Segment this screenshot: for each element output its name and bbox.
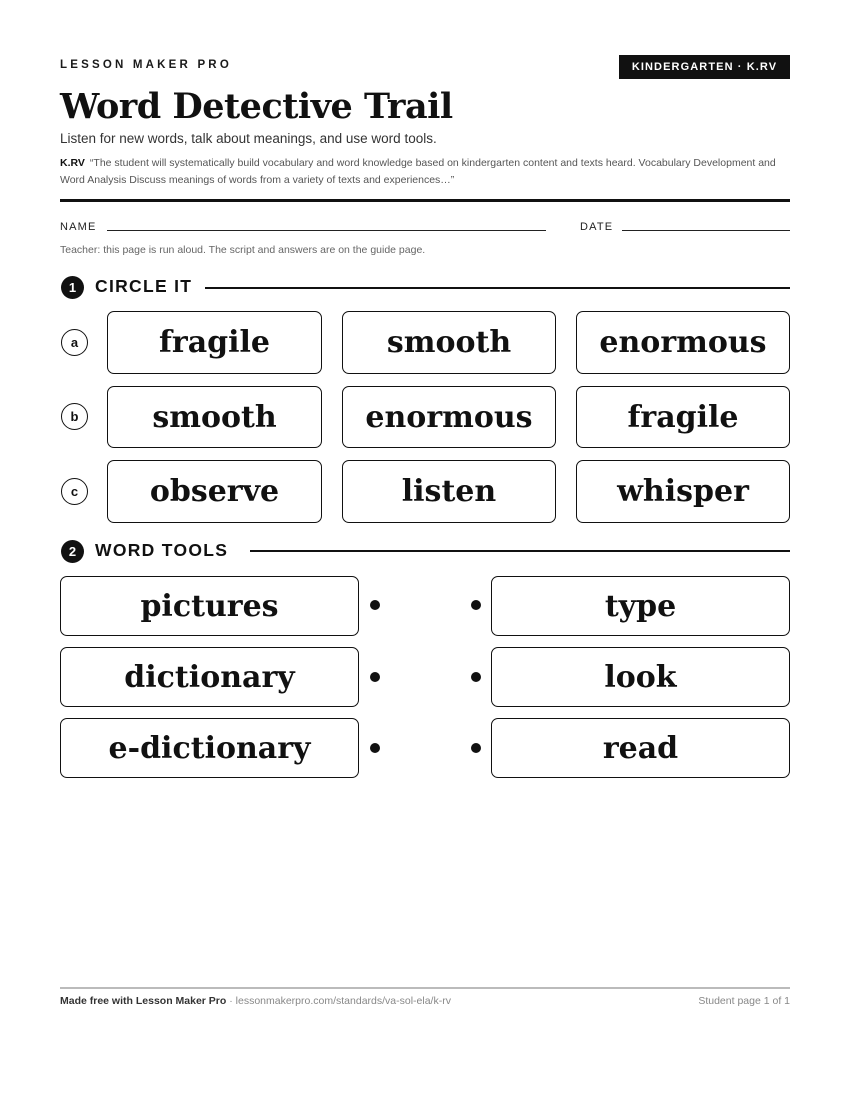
match-dot-right-2[interactable] bbox=[471, 672, 481, 682]
grade-badge: KINDERGARTEN · K.RV bbox=[619, 55, 790, 79]
circle-word-b2[interactable]: enormous bbox=[342, 386, 556, 448]
date-line[interactable] bbox=[622, 230, 790, 231]
section-1-title: CIRCLE IT bbox=[95, 276, 193, 296]
section-2-rule bbox=[250, 550, 790, 552]
standard-text: “The student will systematically build vocabulary and word knowledge based on kindergarten content and texts heard. Vocabulary Development and Word Analysis Discuss meanings of words from a variety of texts and experiences…” bbox=[60, 157, 776, 186]
match-dot-right-1[interactable] bbox=[471, 600, 481, 610]
circle-word-c2[interactable]: listen bbox=[342, 460, 556, 523]
circle-word-b1[interactable]: smooth bbox=[107, 386, 322, 448]
tool-word-right-3[interactable]: read bbox=[491, 718, 790, 778]
tool-word-left-1[interactable]: pictures bbox=[60, 576, 359, 636]
page-title: Word Detective Trail bbox=[60, 86, 453, 127]
section-2-title: WORD TOOLS bbox=[95, 540, 229, 560]
circle-word-a1[interactable]: fragile bbox=[107, 311, 322, 374]
circle-word-a2[interactable]: smooth bbox=[342, 311, 556, 374]
circle-word-a3[interactable]: enormous bbox=[576, 311, 790, 374]
footer-url[interactable]: · lessonmakerpro.com/standards/va-sol-ela/k-rv bbox=[226, 995, 451, 1007]
footer-divider bbox=[60, 987, 790, 989]
circle-word-b3[interactable]: fragile bbox=[576, 386, 790, 448]
name-line[interactable] bbox=[107, 230, 546, 231]
match-dot-left-3[interactable] bbox=[370, 743, 380, 753]
circle-word-c3[interactable]: whisper bbox=[576, 460, 790, 523]
footer-credit bbox=[60, 995, 451, 1007]
row-letter-a: a bbox=[61, 329, 88, 356]
name-label: NAME bbox=[60, 221, 97, 233]
row-letter-b: b bbox=[61, 403, 88, 430]
tool-word-left-2[interactable]: dictionary bbox=[60, 647, 359, 707]
match-dot-left-1[interactable] bbox=[370, 600, 380, 610]
teacher-note: Teacher: this page is run aloud. The script and answers are on the guide page. bbox=[60, 244, 426, 256]
tool-word-right-1[interactable]: type bbox=[491, 576, 790, 636]
match-dot-left-2[interactable] bbox=[370, 672, 380, 682]
section-2-number: 2 bbox=[61, 540, 84, 563]
section-1-number: 1 bbox=[61, 276, 84, 299]
standard-description bbox=[60, 155, 790, 189]
tool-word-right-2[interactable]: look bbox=[491, 647, 790, 707]
page-subtitle: Listen for new words, talk about meanings, and use word tools. bbox=[60, 131, 437, 146]
footer-made-with: Made free with Lesson Maker Pro bbox=[60, 995, 227, 1007]
standard-code: K.RV bbox=[60, 157, 85, 169]
footer-page-number: Student page 1 of 1 bbox=[698, 995, 790, 1007]
header-divider bbox=[60, 199, 790, 202]
tool-word-left-3[interactable]: e-dictionary bbox=[60, 718, 359, 778]
date-label: DATE bbox=[580, 221, 614, 233]
row-letter-c: c bbox=[61, 478, 88, 505]
brand-name: LESSON MAKER PRO bbox=[60, 59, 232, 71]
match-dot-right-3[interactable] bbox=[471, 743, 481, 753]
circle-word-c1[interactable]: observe bbox=[107, 460, 322, 523]
section-1-rule bbox=[205, 287, 790, 289]
